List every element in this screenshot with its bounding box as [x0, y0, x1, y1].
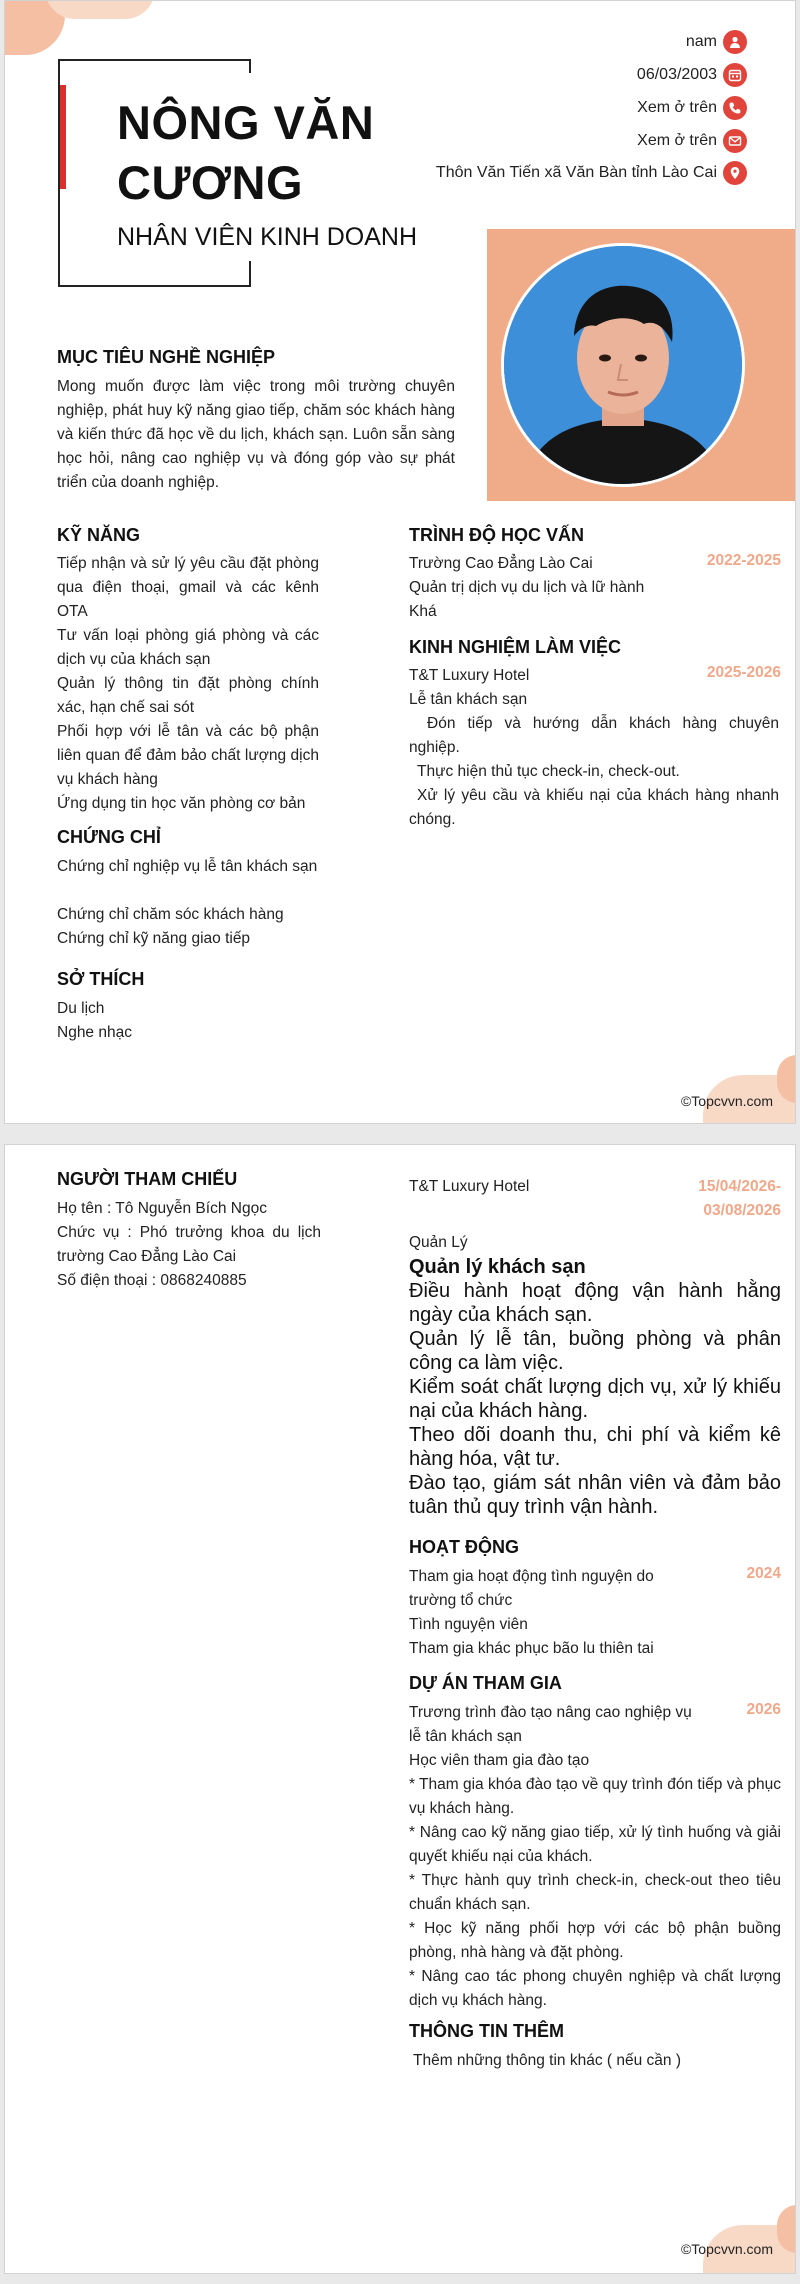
certificate-item: Chứng chỉ nghiệp vụ lễ tân khách sạn — [57, 858, 318, 875]
skills-title: KỸ NĂNG — [57, 525, 141, 545]
contact-birthday — [637, 63, 747, 87]
objective-title: MỤC TIÊU NGHỀ NGHIỆP — [57, 347, 276, 367]
contact-birthday-text: 06/03/2003 — [636, 66, 717, 83]
skill-item: Quản lý thông tin đặt phòng chính xác, hạn chế sai sót — [57, 675, 319, 716]
project-name: Trương trình đào tạo nâng cao nghiệp vụ lễ tân khách sạn — [409, 1704, 692, 1745]
certificate-item: Chứng chỉ kỹ năng giao tiếp — [57, 930, 251, 947]
experience2-company: T&T Luxury Hotel — [409, 1178, 530, 1195]
project-line: * Nâng cao tác phong chuyên nghiệp và chất lượng dịch vụ khách hàng. — [409, 1968, 781, 2009]
contact-gender-text: nam — [685, 33, 717, 50]
experience2-line: Theo dõi doanh thu, chi phí và kiểm kê hàng hóa, vật tư. — [409, 1424, 781, 1470]
name-frame-bottom — [58, 285, 251, 287]
experience2-line: Kiểm soát chất lượng dịch vụ, xử lý khiếu nại của khách hàng. — [409, 1376, 781, 1422]
experience-title: KINH NGHIỆM LÀM VIỆC — [409, 637, 622, 657]
decor-blob-top-left-2 — [45, 0, 155, 19]
profile-photo — [501, 243, 745, 487]
calendar-icon — [723, 63, 747, 87]
name-frame-top — [58, 59, 251, 61]
name-frame-tick-bottom — [249, 261, 251, 287]
activities-title: HOẠT ĐỘNG — [409, 1537, 519, 1557]
experience-line: Đón tiếp và hướng dẫn khách hàng chuyên nghiệp. — [409, 715, 779, 756]
project-line: * Nâng cao kỹ năng giao tiếp, xử lý tình huống và giải quyết khiếu nại của khách. — [409, 1824, 781, 1865]
project-line: * Học kỹ năng phối hợp với các bộ phận buồng phòng, nhà hàng và đặt phòng. — [409, 1920, 781, 1961]
experience2-line: Quản lý lễ tân, buồng phòng và phân công ca làm việc. — [409, 1328, 781, 1374]
activity-name: Tham gia hoạt động tình nguyện do trường tổ chức — [409, 1568, 654, 1609]
mail-icon — [723, 129, 747, 153]
hobby-item: Nghe nhạc — [57, 1024, 132, 1041]
experience2-line: Điều hành hoạt động vận hành hằng ngày của khách sạn. — [409, 1280, 781, 1326]
candidate-role: NHÂN VIÊN KINH DOANH — [117, 223, 418, 251]
education-title: TRÌNH ĐỘ HỌC VẤN — [409, 525, 584, 545]
experience2-line: Đào tạo, giám sát nhân viên và đảm bảo tuân thủ quy trình vận hành. — [409, 1472, 781, 1518]
contact-email — [637, 129, 747, 153]
contact-address — [427, 161, 747, 185]
certificates-title: CHỨNG CHỈ — [57, 827, 161, 847]
skill-item: Ứng dụng tin học văn phòng cơ bản — [57, 795, 306, 812]
experience2-dates: 15/04/2026-03/08/2026 — [698, 1178, 781, 1219]
activity-role: Tình nguyện viên — [409, 1616, 528, 1633]
experience-position: Lễ tân khách sạn — [409, 691, 528, 708]
contact-address-text: Thôn Văn Tiến xã Văn Bàn tỉnh Lào Cai — [435, 164, 717, 181]
contact-phone-text: Xem ở trên — [637, 99, 717, 116]
cv-page-2 — [4, 1144, 796, 2274]
activity-desc: Tham gia khác phục bão lu thiên tai — [409, 1640, 654, 1657]
project-role: Học viên tham gia đào tạo — [409, 1752, 590, 1769]
project-line: * Tham gia khóa đào tạo về quy trình đón tiếp và phục vụ khách hàng. — [409, 1776, 781, 1817]
experience2-heading: Quản lý khách sạn — [409, 1256, 586, 1278]
user-icon — [723, 30, 747, 54]
footer-watermark: ©Topcvvn.com — [680, 1093, 773, 1109]
education-grade: Khá — [409, 603, 437, 620]
skill-item: Phối hợp với lễ tân và các bộ phận liên quan để đảm bảo chất lượng dịch vụ khách hàng — [57, 723, 319, 788]
project-year: 2026 — [746, 1701, 781, 1718]
education-school: Trường Cao Đẳng Lào Cai — [409, 555, 593, 572]
projects-title: DỰ ÁN THAM GIA — [409, 1673, 562, 1693]
education-major: Quản trị dịch vụ du lịch và lữ hành — [409, 579, 645, 596]
reference-line: Họ tên : Tô Nguyễn Bích Ngọc — [57, 1200, 267, 1217]
references-title: NGƯỜI THAM CHIẾU — [57, 1169, 238, 1189]
name-frame-tick-top — [249, 59, 251, 73]
skill-item: Tư vấn loại phòng giá phòng và các dịch vụ của khách sạn — [57, 627, 319, 668]
extra-title: THÔNG TIN THÊM — [409, 2021, 564, 2041]
reference-line: Số điện thoại : 0868240885 — [57, 1272, 247, 1289]
extra-text: Thêm những thông tin khác ( nếu cần ) — [413, 2052, 682, 2069]
footer-watermark: ©Topcvvn.com — [680, 2241, 773, 2257]
hobbies-title: SỞ THÍCH — [57, 969, 145, 989]
accent-bar — [60, 85, 66, 189]
experience-line: Thực hiện thủ tục check-in, check-out. — [417, 763, 680, 780]
activity-year: 2024 — [746, 1565, 781, 1582]
education-years: 2022-2025 — [706, 552, 781, 569]
cv-page-1 — [4, 0, 796, 1124]
project-line: * Thực hành quy trình check-in, check-out theo tiêu chuẩn khách sạn. — [409, 1872, 781, 1913]
reference-line: Chức vụ : Phó trưởng khoa du lịch trường Cao Đẳng Lào Cai — [57, 1224, 321, 1265]
location-icon — [723, 161, 747, 185]
contact-gender — [686, 30, 747, 54]
objective-text: Mong muốn được làm việc trong môi trường chuyên nghiệp, phát huy kỹ năng giao tiếp, chăm sóc khách hàng và kiến thức đã học về du lịch, khách sạn. Luôn sẵn sàng học hỏi, nâng cao nghiệp vụ và đóng góp vào sự phát triển của doanh nghiệp. — [57, 378, 455, 491]
phone-icon — [723, 96, 747, 120]
contact-phone — [637, 96, 747, 120]
experience2-position: Quản Lý — [409, 1234, 468, 1251]
experience-years: 2025-2026 — [706, 664, 781, 681]
certificate-item: Chứng chỉ chăm sóc khách hàng — [57, 906, 284, 923]
experience-line: Xử lý yêu cầu và khiếu nại của khách hàng nhanh chóng. — [409, 787, 779, 828]
experience-company: T&T Luxury Hotel — [409, 667, 530, 684]
candidate-name: NÔNG VĂN CƯƠNG — [117, 96, 375, 209]
skill-item: Tiếp nhận và sử lý yêu cầu đặt phòng qua điện thoại, gmail và các kênh OTA — [57, 555, 319, 620]
hobby-item: Du lịch — [57, 1000, 105, 1017]
contact-email-text: Xem ở trên — [637, 132, 717, 149]
